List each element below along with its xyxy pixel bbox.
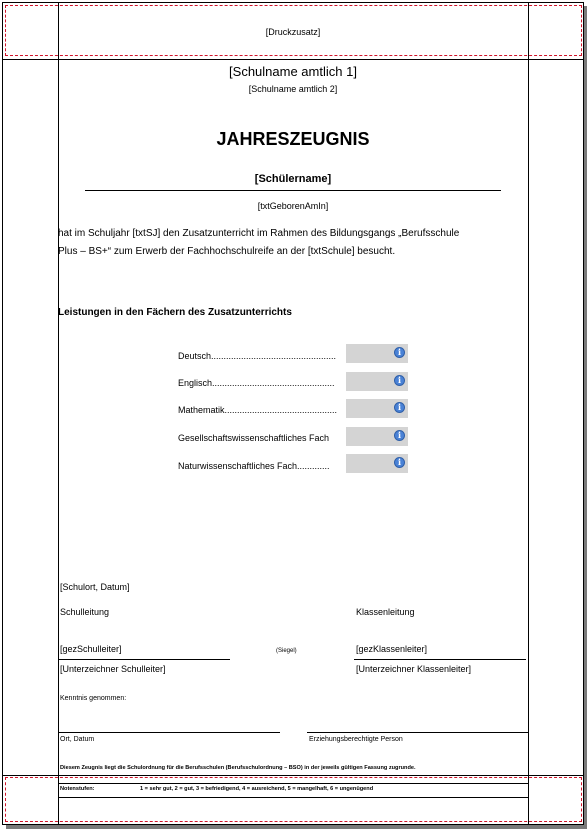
page-shadow-bottom bbox=[6, 825, 587, 829]
place-date-line bbox=[58, 732, 280, 733]
class-head-signer[interactable]: [Unterzeichner Klassenleiter] bbox=[356, 664, 472, 674]
class-head-label: Klassenleitung bbox=[356, 607, 415, 617]
grade-field-natural-science[interactable] bbox=[346, 454, 408, 473]
class-head-signed[interactable]: [gezKlassenleiter] bbox=[356, 644, 428, 654]
info-icon[interactable]: i bbox=[394, 402, 405, 413]
subject-label-natural-science: Naturwissenschaftliches Fach............. bbox=[178, 461, 330, 471]
header-separator bbox=[2, 59, 584, 60]
info-icon[interactable]: i bbox=[394, 457, 405, 468]
document-title: JAHRESZEUGNIS bbox=[216, 129, 370, 149]
school-name-1[interactable]: [Schulname amtlich 1] bbox=[229, 64, 357, 79]
grade-field-english[interactable] bbox=[346, 372, 408, 391]
info-icon[interactable]: i bbox=[394, 347, 405, 358]
school-head-signer[interactable]: [Unterzeichner Schulleiter] bbox=[60, 664, 166, 674]
grades-scale: 1 = sehr gut, 2 = gut, 3 = befriedigend, 4 = ausreichend, 5 = mangelhaft, 6 = ungenügend bbox=[140, 786, 374, 792]
student-name-underline bbox=[85, 190, 501, 191]
school-head-signed[interactable]: [gezSchulleiter] bbox=[60, 644, 122, 654]
section-heading: Leistungen in den Fächern des Zusatzunterrichts bbox=[58, 307, 292, 318]
grades-top-line bbox=[58, 783, 528, 784]
intro-line-2: Plus – BS+“ zum Erwerb der Fachhochschulreife an der [txtSchule] besucht. bbox=[58, 246, 396, 257]
class-head-signature-line bbox=[354, 659, 526, 660]
place-date[interactable]: [Schulort, Datum] bbox=[60, 582, 130, 592]
legal-note: Diesem Zeugnis liegt die Schulordnung für die Berufsschulen (Berufsschulordnung – BSO) in der jeweils gültigen Fassung zugrunde. bbox=[60, 765, 416, 771]
info-icon[interactable]: i bbox=[394, 430, 405, 441]
subject-label-math: Mathematik............................................. bbox=[178, 405, 338, 415]
grade-field-social-science[interactable] bbox=[346, 427, 408, 446]
grades-bottom-line bbox=[58, 797, 528, 798]
page-shadow-right bbox=[584, 6, 587, 829]
birth-field[interactable]: [txtGeborenAmIn] bbox=[257, 201, 329, 211]
guardian-line bbox=[307, 732, 528, 733]
seal-label: (Siegel) bbox=[276, 648, 297, 654]
info-icon[interactable]: i bbox=[394, 375, 405, 386]
guardian-caption: Erziehungsberechtigte Person bbox=[309, 736, 403, 743]
right-margin-guide bbox=[528, 2, 529, 825]
subject-label-social-science: Gesellschaftswissenschaftliches Fach bbox=[178, 433, 330, 443]
subject-label-german: Deutsch.................................................. bbox=[178, 351, 337, 361]
intro-line-1: hat im Schuljahr [txtSJ] den Zusatzunterricht im Rahmen des Bildungsgangs „Berufsschule bbox=[58, 228, 460, 239]
print-addition[interactable]: [Druckzusatz] bbox=[265, 27, 321, 37]
school-head-label: Schulleitung bbox=[60, 607, 110, 617]
student-name[interactable]: [Schülername] bbox=[254, 173, 332, 185]
subject-label-english: Englisch................................................. bbox=[178, 378, 335, 388]
acknowledged-label: Kenntnis genommen: bbox=[60, 695, 127, 702]
school-head-signature-line bbox=[58, 659, 230, 660]
left-margin-guide bbox=[58, 2, 59, 825]
grades-label: Notenstufen: bbox=[60, 786, 95, 792]
school-name-2[interactable]: [Schulname amtlich 2] bbox=[248, 84, 338, 94]
place-date-caption: Ort, Datum bbox=[60, 736, 95, 743]
grade-field-german[interactable] bbox=[346, 344, 408, 363]
grade-field-math[interactable] bbox=[346, 399, 408, 418]
footer-separator bbox=[2, 775, 584, 776]
